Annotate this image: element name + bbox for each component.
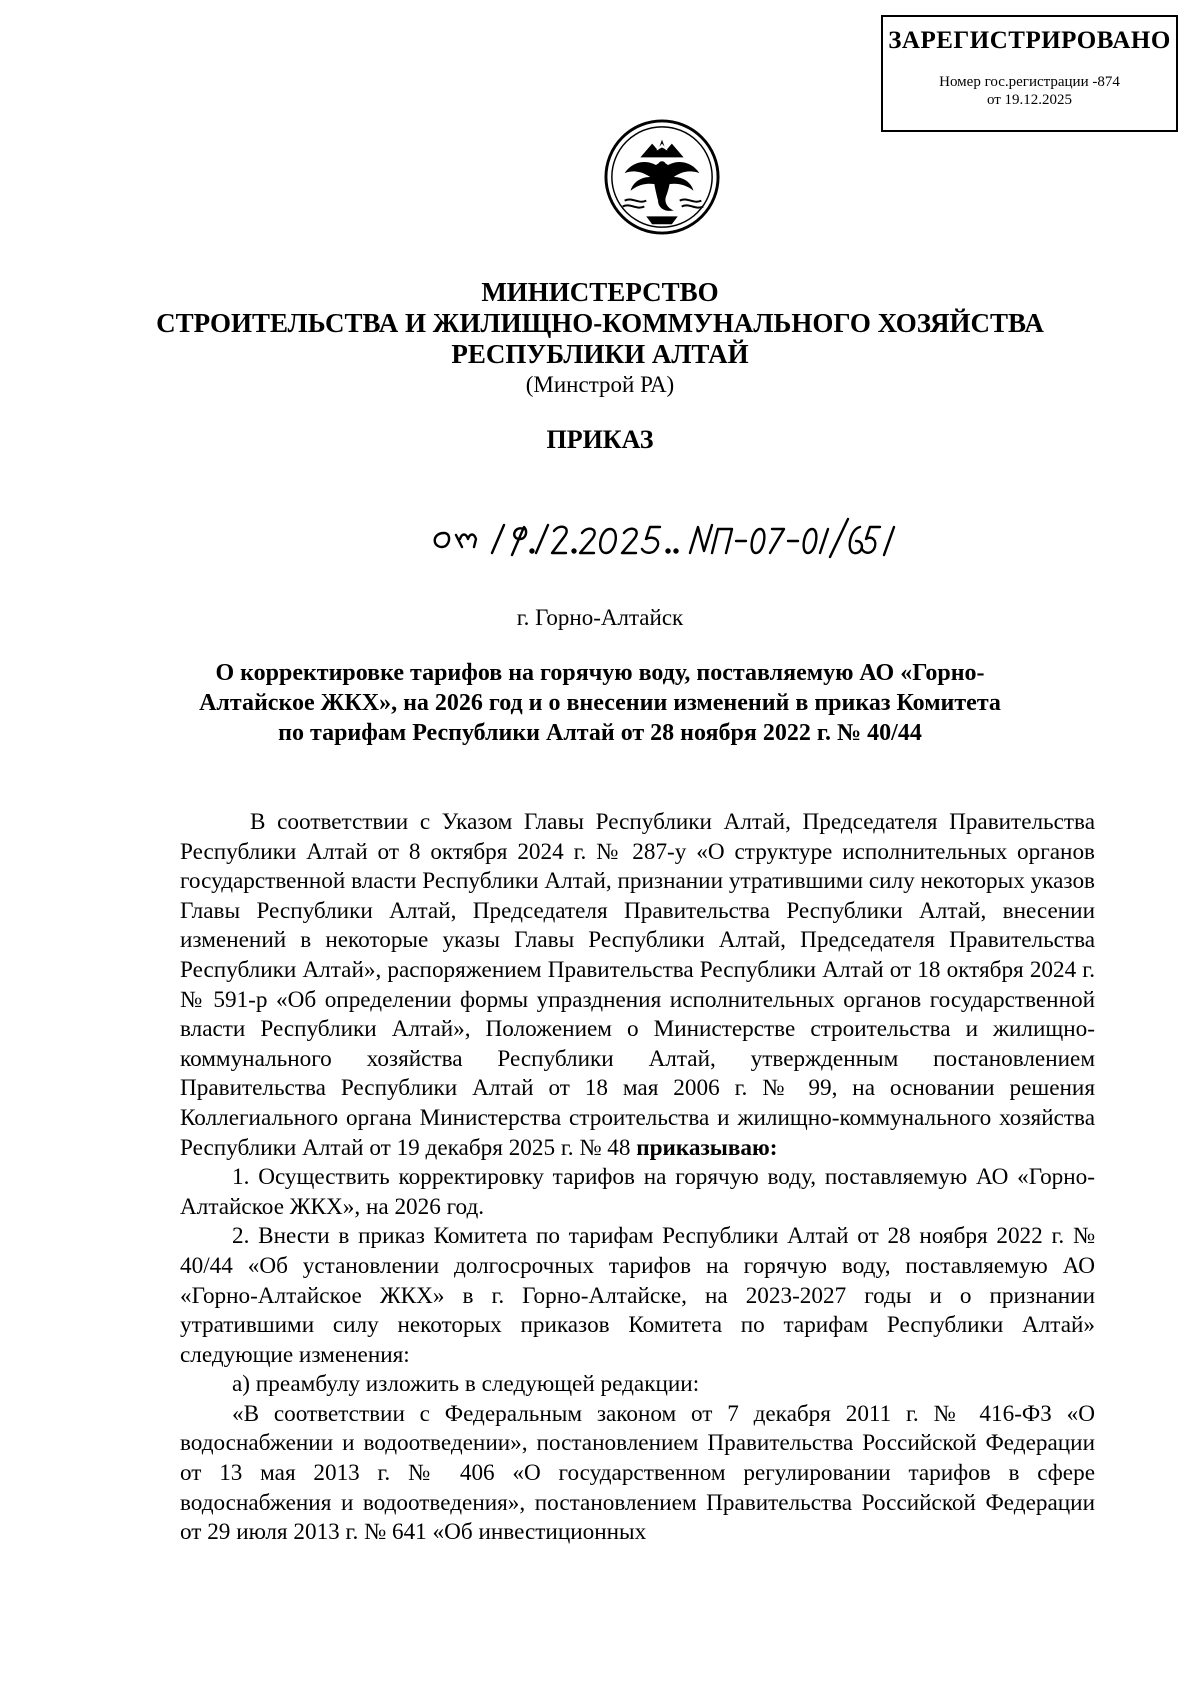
- order-subject: [0, 658, 1200, 748]
- subject-line3: по тарифам Республики Алтай от 28 ноября 2022 г. № 40/44: [278, 720, 922, 746]
- ministry-name-line3: РЕСПУБЛИКИ АЛТАЙ: [451, 339, 749, 369]
- paragraph-item-a: а) преамбулу изложить в следующей редакции:: [232, 1371, 700, 1398]
- handwritten-date-number: [420, 505, 900, 565]
- ministry-name: [0, 277, 1200, 370]
- paragraph-new-preamble: «В соответствии с Федеральным законом от 7 декабря 2011 г. № 416-ФЗ «О водоснабжении и водоотведении», постановлением Правительства Российской Федерации от 13 мая 2013 г. № 406 «О государственном регулировании тарифов в сфере водоснабжения и водоотведения», постановлением Правительства Российской Федерации от 29 июля 2013 г. № 641 «Об инвестиционных: [180, 1400, 1095, 1546]
- registration-stamp: [881, 15, 1178, 132]
- subject-line2: Алтайское ЖКХ», на 2026 год и о внесении изменений в приказ Комитета: [199, 690, 1001, 716]
- preamble-text: В соответствии с Указом Главы Республики Алтай, Председателя Правительства Республики Алтай от 8 октября 2024 г. № 287-у «О структуре исполнительных органов государственной власти Республики Алтай, признании утратившими силу некоторых указов Главы Республики Алтай, Председателя Правительства Республики Алтай, внесении изменений в некоторые указы Главы Республики Алтай, Председателя Правительства Республики Алтай», распоряжением Правительства Республики Алтай от 18 октября 2024 г. № 591-р «Об определении формы упразднения исполнительных органов государственной власти Республики Алтай», Положением о Министерстве строительства и жилищно-коммунального хозяйства Республики Алтай, утвержденным постановлением Правительства Республики Алтай от 18 мая 2006 г. № 99, на основании решения Коллегиального органа Министерства строительства и жилищно-коммунального хозяйства Республики Алтай от 19 декабря 2025 г. № 48: [180, 809, 1095, 1161]
- subject-line1: О корректировке тарифов на горячую воду, поставляемую АО «Горно-: [215, 660, 985, 686]
- document-body: [180, 808, 1095, 1548]
- stamp-reg-date: от 19.12.2025: [986, 92, 1073, 108]
- paragraph-item-2: 2. Внести в приказ Комитета по тарифам Республики Алтай от 28 ноября 2022 г. № 40/44 «Об установлении долгосрочных тарифов на горячую воду, поставляемую АО «Горно-Алтайское ЖКХ» в г. Горно-Алтайске, на 2023-2027 годы и о признании утратившими силу некоторых приказов Комитета по тарифам Республики Алтай» следующие изменения:: [180, 1223, 1095, 1368]
- paragraph-item-1: 1. Осуществить корректировку тарифов на горячую воду, поставляемую АО «Горно-Алтайское ЖКХ», на 2026 год.: [180, 1164, 1095, 1220]
- paragraph-preamble: [180, 808, 1095, 1163]
- order-keyword: приказываю:: [636, 1134, 778, 1161]
- ministry-name-line2: СТРОИТЕЛЬСТВА И ЖИЛИЩНО-КОММУНАЛЬНОГО ХОЗЯЙСТВА: [156, 308, 1044, 338]
- document-type: ПРИКАЗ: [546, 425, 654, 454]
- ministry-short-name: (Минстрой РА): [525, 372, 675, 397]
- stamp-title: ЗАРЕГИСТРИРОВАНО: [888, 27, 1171, 54]
- stamp-reg-number: Номер гос.регистрации -874: [939, 74, 1120, 90]
- coat-of-arms-icon: [603, 118, 721, 236]
- ministry-name-line1: МИНИСТЕРСТВО: [481, 277, 719, 307]
- city-name: г. Горно-Алтайск: [516, 605, 684, 630]
